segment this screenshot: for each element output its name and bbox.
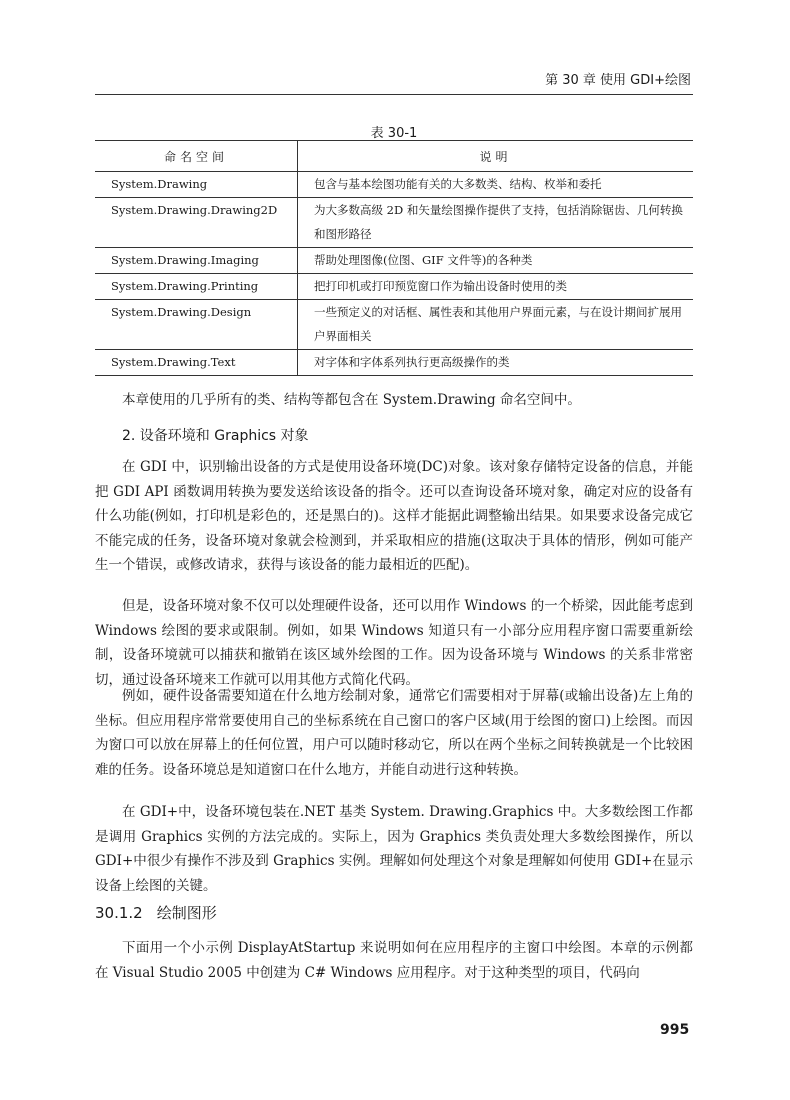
intro-paragraph: 本章使用的几乎所有的类、结构等都包含在 System.Drawing 命名空间中。 <box>122 392 581 408</box>
description-cell: 对字体和字体系列执行更高级操作的类 <box>298 350 694 376</box>
body-paragraph-2: 但是，设备环境对象不仅可以处理硬件设备，还可以用作 Windows 的一个桥梁，因此能考虑到 Windows 绘图的要求或限制。例如，如果 Windows 知道只有一小部分应用程序窗口需要重新绘制，设备环境就可以捕获和撤销在该区域外绘图的工作。因为设备环境与 Windows 的关系非常密切，通过设备环境来工作就可以用其他方式简化代码。 <box>95 598 693 688</box>
namespace-cell: System.Drawing.Text <box>95 350 298 376</box>
body-paragraph-5: 下面用一个小示例 DisplayAtStartup 来说明如何在应用程序的主窗口中绘图。本章的示例都在 Visual Studio 2005 中创建为 C# Windows 应用程序。对于这种类型的项目，代码向 <box>95 940 693 981</box>
namespace-cell: System.Drawing <box>95 172 298 198</box>
namespace-table <box>95 140 693 376</box>
table-header-row <box>95 141 693 172</box>
description-cell: 把打印机或打印预览窗口作为输出设备时使用的类 <box>298 274 694 300</box>
body-paragraph-1: 在 GDI 中，识别输出设备的方式是使用设备环境(DC)对象。该对象存储特定设备的信息，并能把 GDI API 函数调用转换为要发送给该设备的指令。还可以查询设备环境对象，确定对应的设备有什么功能(例如，打印机是彩色的，还是黑白的)。这样才能据此调整输出结果。如果要求设备完成它不能完成的任务，设备环境对象就会检测到，并采取相应的措施(这取决于具体的情形，例如可能产生一个错误，或修改请求，获得与该设备的能力最相近的匹配)。 <box>95 459 693 573</box>
namespace-cell: System.Drawing.Design <box>95 300 298 350</box>
table-row <box>95 248 693 274</box>
namespace-cell: System.Drawing.Imaging <box>95 248 298 274</box>
description-cell: 包含与基本绘图功能有关的大多数类、结构、枚举和委托 <box>298 172 694 198</box>
section-heading <box>95 902 217 923</box>
namespace-cell: System.Drawing.Printing <box>95 274 298 300</box>
table-row <box>95 274 693 300</box>
running-header <box>95 64 693 95</box>
table-row <box>95 300 693 350</box>
section-number: 30.1.2 <box>95 904 143 922</box>
chapter-title: 第 30 章 使用 GDI+绘图 <box>545 73 691 88</box>
body-paragraph-4: 在 GDI+中，设备环境包装在.NET 基类 System. Drawing.Graphics 中。大多数绘图工作都是调用 Graphics 实例的方法完成的。实际上，因为 Graphics 类负责处理大多数绘图操作，所以 GDI+中很少有操作不涉及到 Graphics 实例。理解如何处理这个对象是理解如何使用 GDI+在显示设备上绘图的关键。 <box>95 804 693 894</box>
table-row <box>95 198 693 248</box>
table-row <box>95 350 693 376</box>
table-row <box>95 172 693 198</box>
column-header-namespace: 命名空间 <box>95 141 298 172</box>
description-cell: 帮助处理图像(位图、GIF 文件等)的各种类 <box>298 248 694 274</box>
page-number: 995 <box>660 1022 690 1038</box>
body-paragraph-3: 例如，硬件设备需要知道在什么地方绘制对象，通常它们需要相对于屏幕(或输出设备)左上角的坐标。但应用程序常常要使用自己的坐标系统在自己窗口的客户区域(用于绘图的窗口)上绘图。而因为窗口可以放在屏幕上的任何位置，用户可以随时移动它，所以在两个坐标之间转换就是一个比较困难的任务。设备环境总是知道窗口在什么地方，并能自动进行这种转换。 <box>95 688 693 778</box>
subheading: 2. 设备环境和 Graphics 对象 <box>122 428 309 444</box>
namespace-cell: System.Drawing.Drawing2D <box>95 198 298 248</box>
section-title: 绘制图形 <box>156 904 217 922</box>
column-header-description: 说明 <box>298 141 694 172</box>
table-caption: 表 30-1 <box>370 126 418 141</box>
description-cell: 一些预定义的对话框、属性表和其他用户界面元素，与在设计期间扩展用户界面相关 <box>298 300 694 350</box>
description-cell: 为大多数高级 2D 和矢量绘图操作提供了支持，包括消除锯齿、几何转换和图形路径 <box>298 198 694 248</box>
